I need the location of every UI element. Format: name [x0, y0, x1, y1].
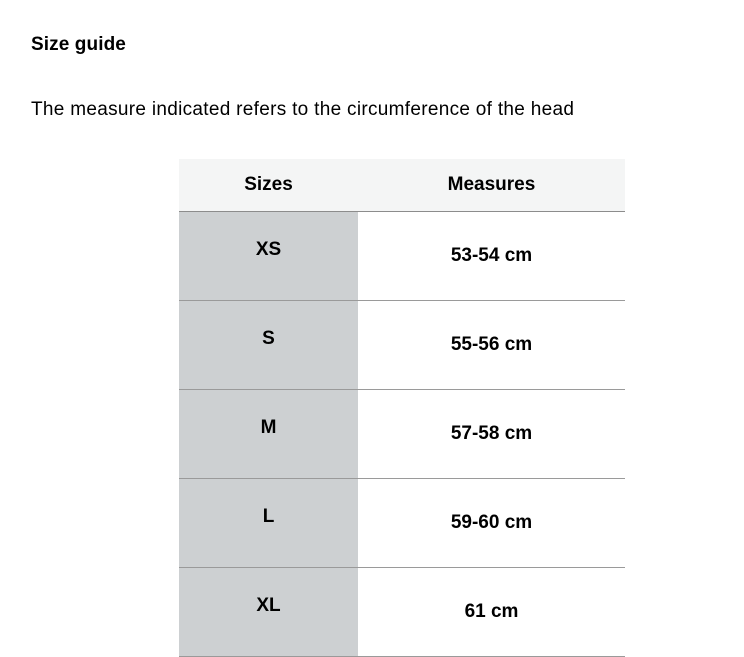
size-table-header — [179, 159, 625, 212]
size-table — [179, 159, 625, 657]
size-guide-description: The measure indicated refers to the circumference of the head — [31, 99, 575, 120]
size-cell: M — [179, 390, 358, 479]
measure-cell: 61 cm — [358, 568, 625, 657]
size-cell: S — [179, 301, 358, 390]
header-row — [179, 159, 625, 212]
size-table-body — [179, 212, 625, 657]
measure-cell: 53-54 cm — [358, 212, 625, 301]
size-cell: L — [179, 479, 358, 568]
header-sizes: Sizes — [179, 159, 358, 212]
measure-cell: 57-58 cm — [358, 390, 625, 479]
size-guide-title: Size guide — [31, 34, 126, 55]
table-row — [179, 212, 625, 301]
size-cell: XS — [179, 212, 358, 301]
table-row — [179, 479, 625, 568]
size-cell: XL — [179, 568, 358, 657]
measure-cell: 59-60 cm — [358, 479, 625, 568]
measure-cell: 55-56 cm — [358, 301, 625, 390]
table-row — [179, 301, 625, 390]
header-measures: Measures — [358, 159, 625, 212]
table-row — [179, 568, 625, 657]
table-row — [179, 390, 625, 479]
